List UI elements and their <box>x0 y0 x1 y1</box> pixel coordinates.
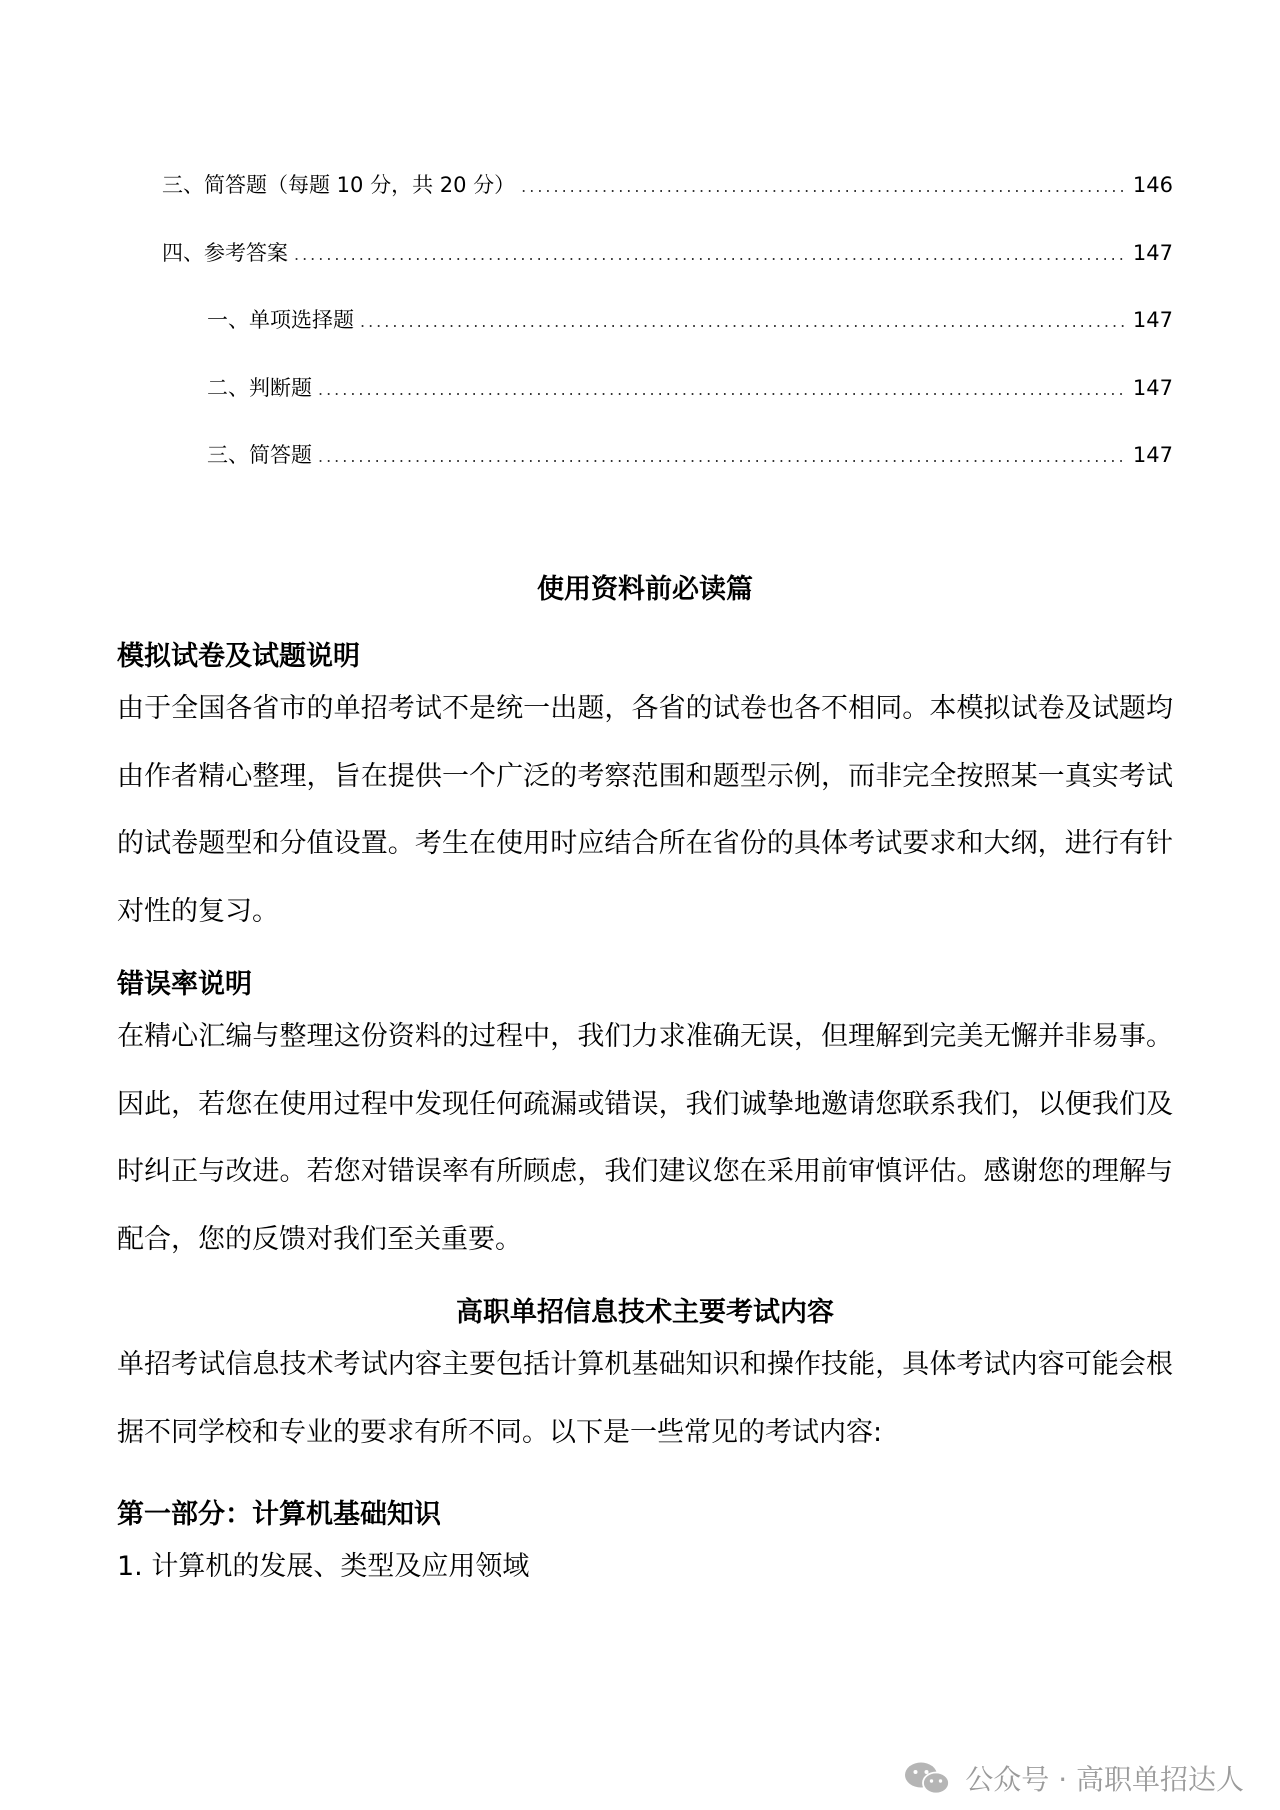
toc-entry[interactable] <box>162 440 1173 508</box>
heading-part-one: 第一部分：计算机基础知识 <box>117 1499 441 1530</box>
toc-entry[interactable] <box>162 373 1173 441</box>
toc-entry-label: 二、判断题 <box>207 375 312 400</box>
toc-entry-label: 四、参考答案 <box>162 240 288 265</box>
heading-mock-exam-notes: 模拟试卷及试题说明 <box>117 641 360 672</box>
watermark-text: 公众号 · 高职单招达人 <box>965 1763 1244 1796</box>
toc-entry-label: 三、简答题 <box>207 443 312 467</box>
toc-entry[interactable] <box>162 170 1173 238</box>
toc-entry-page: 147 <box>1132 308 1173 332</box>
toc-entry-page: 147 <box>1132 375 1173 400</box>
table-of-contents <box>162 170 1173 508</box>
toc-leader-dots <box>318 375 1127 405</box>
paragraph-exam-content: 单招考试信息技术考试内容主要包括计算机基础知识和操作技能，具体考试内容可能会根据不同学校和专业的要求有所不同。以下是一些常见的考试内容: <box>117 1349 1173 1448</box>
paragraph-error-rate: 在精心汇编与整理这份资料的过程中，我们力求准确无误，但理解到完美无懈并非易事。因此，若您在使用过程中发现任何疏漏或错误，我们诚挚地邀请您联系我们，以便我们及时纠正与改进。若您对错误率有所顾虑，我们建议您在采用前审慎评估。感谢您的理解与配合，您的反馈对我们至关重要。 <box>117 1021 1173 1255</box>
section-title-exam-content: 高职单招信息技术主要考试内容 <box>456 1297 834 1328</box>
wechat-icon <box>903 1761 951 1795</box>
toc-entry-label: 三、简答题（每题 10 分，共 20 分） <box>162 173 516 197</box>
list-item: 1. 计算机的发展、类型及应用领域 <box>117 1551 530 1582</box>
toc-entry-page: 147 <box>1132 240 1173 265</box>
section-title-prereading: 使用资料前必读篇 <box>537 574 753 605</box>
toc-entry[interactable] <box>162 238 1173 306</box>
toc-leader-dots <box>294 240 1127 270</box>
toc-entry-page: 147 <box>1132 443 1173 467</box>
paragraph-mock-exam-notes: 由于全国各省市的单招考试不是统一出题，各省的试卷也各不相同。本模拟试卷及试题均由作者精心整理，旨在提供一个广泛的考察范围和题型示例，而非完全按照某一真实考试的试卷题型和分值设置。考生在使用时应结合所在省份的具体考试要求和大纲，进行有针对性的复习。 <box>117 693 1173 927</box>
wechat-watermark <box>903 1758 1244 1798</box>
toc-leader-dots <box>360 307 1127 337</box>
toc-entry[interactable] <box>162 305 1173 373</box>
toc-leader-dots <box>318 442 1127 472</box>
toc-entry-label: 一、单项选择题 <box>207 308 354 332</box>
document-body <box>117 572 1173 1601</box>
heading-error-rate: 错误率说明 <box>117 969 252 1000</box>
toc-entry-page: 146 <box>1132 173 1173 197</box>
toc-leader-dots <box>521 172 1127 202</box>
